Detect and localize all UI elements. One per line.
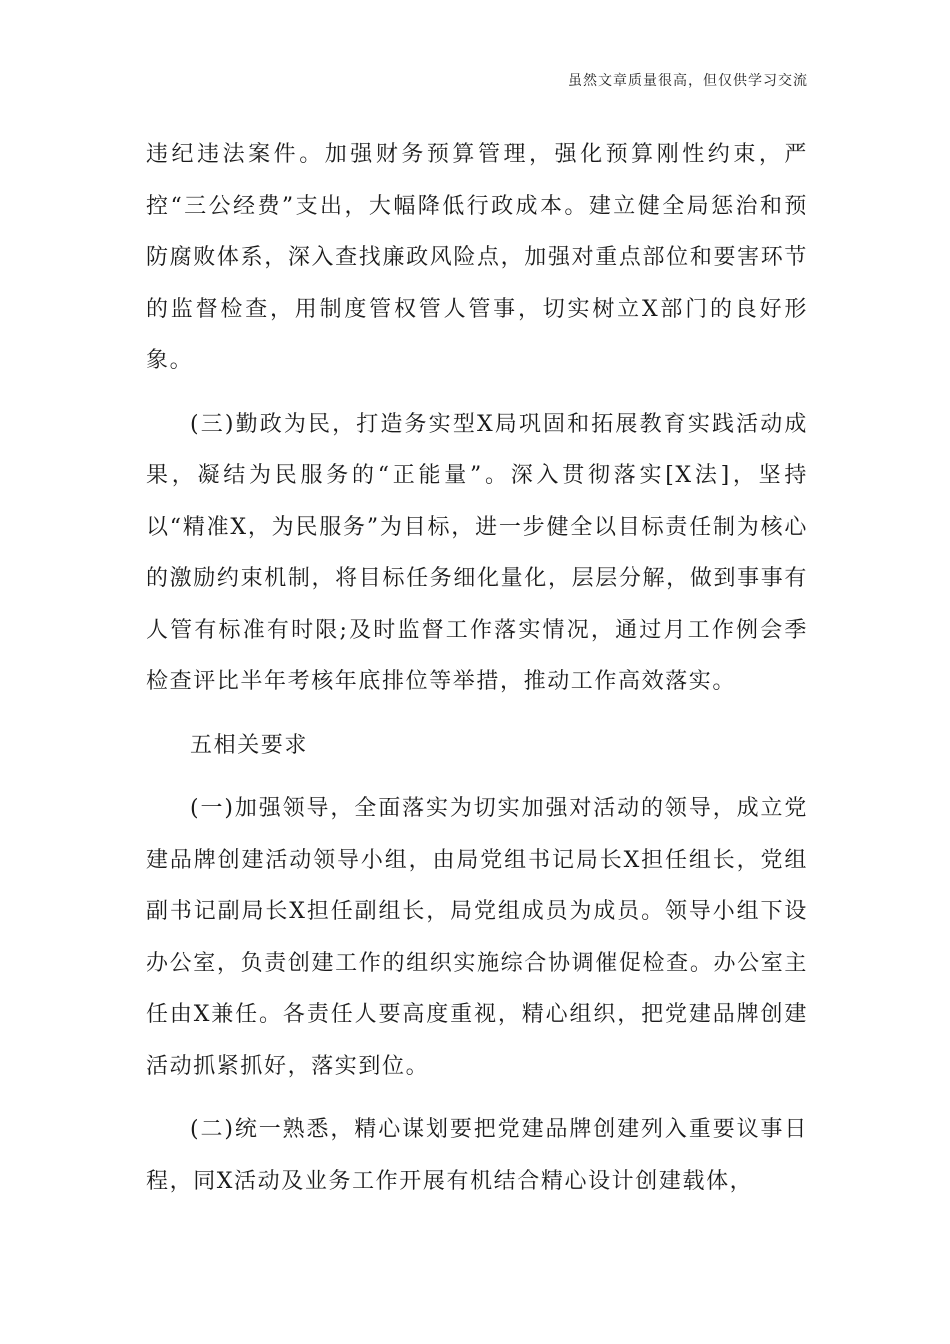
paragraph-continuation: 违纪违法案件。加强财务预算管理，强化预算刚性约束，严控“三公经费”支出，大幅降低行政成本。建立健全局惩治和预防腐败体系，深入查找廉政风险点，加强对重点部位和要害环节的监督检查，用制度管权管人管事，切实树立X部门的良好形象。: [146, 142, 808, 373]
paragraph-requirement-1: (一)加强领导，全面落实为切实加强对活动的领导，成立党建品牌创建活动领导小组，由局党组书记局长X担任组长，党组副书记副局长X担任副组长，局党组成员为成员。领导小组下设办公室，负责创建工作的组织实施综合协调催促检查。办公室主任由X兼任。各责任人要高度重视，精心组织，把党建品牌创建活动抓紧抓好，落实到位。: [146, 796, 808, 1079]
paragraph-section-3: (三)勤政为民，打造务实型X局巩固和拓展教育实践活动成果，凝结为民服务的“正能量”。深入贯彻落实[X法]，坚持以“精准X，为民服务”为目标，进一步健全以目标责任制为核心的激励约束机制，将目标任务细化量化，层层分解，做到事事有人管有标准有时限;及时监督工作落实情况，通过月工作例会季检查评比半年考核年底排位等举措，推动工作高效落实。: [146, 411, 808, 694]
paragraph-requirement-2: (二)统一熟悉，精心谋划要把党建品牌创建列入重要议事日程，同X活动及业务工作开展有机结合精心设计创建载体，: [146, 1117, 808, 1194]
section-heading-requirements: 五相关要求: [190, 732, 309, 758]
document-body: [146, 129, 808, 1207]
header-note: 虽然文章质量很高，但仅供学习交流: [568, 73, 808, 89]
